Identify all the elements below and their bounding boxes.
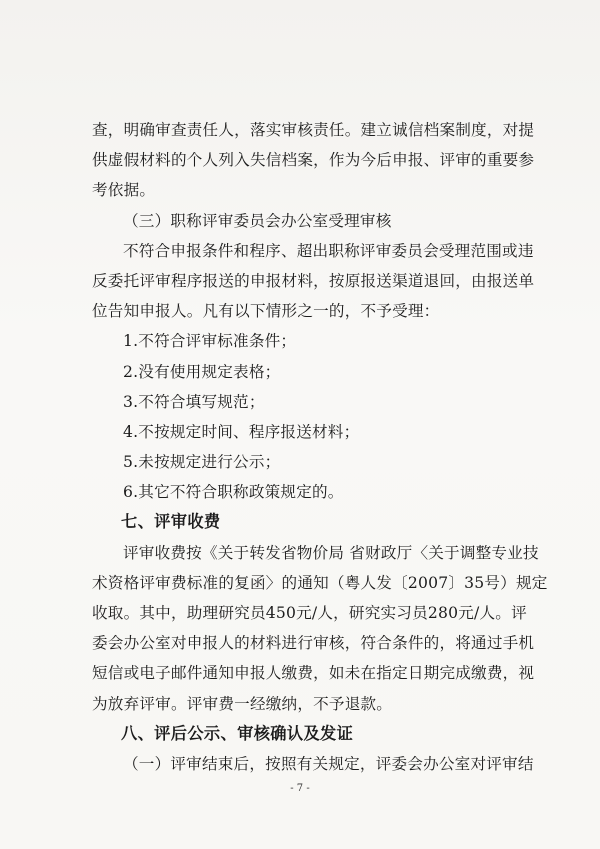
document-body bbox=[92, 115, 548, 779]
body-line: 术资格评审费标准的复函〉的通知（粤人发〔2007〕35号）规定 bbox=[92, 573, 548, 592]
list-item: 3.不符合填写规范； bbox=[123, 392, 265, 411]
list-item: 4.不按规定时间、程序报送材料； bbox=[123, 422, 360, 441]
list-item: 1.不符合评审标准条件； bbox=[123, 332, 297, 351]
body-line: 供虚假材料的个人列入失信档案，作为今后申报、评审的重要参 bbox=[92, 151, 535, 170]
body-line: 考依据。 bbox=[92, 181, 156, 200]
body-line: 收取。其中，助理研究员450元/人，研究实习员280元/人。评 bbox=[92, 604, 527, 622]
body-line: 位告知申报人。凡有以下情形之一的，不予受理： bbox=[92, 302, 440, 321]
body-line: （一）评审结束后，按照有关规定，评委会办公室对评审结 bbox=[123, 754, 534, 773]
body-line: 不符合申报条件和程序、超出职称评审委员会受理范围或违 bbox=[123, 241, 534, 260]
section-heading-publicity: 八、评后公示、审核确认及发证 bbox=[121, 723, 354, 743]
body-line: 评审收费按《关于转发省物价局 省财政厅〈关于调整专业技 bbox=[123, 543, 539, 562]
body-line: 为放弃评审。评审费一经缴纳，不予退款。 bbox=[92, 694, 393, 713]
list-item: 5.未按规定进行公示； bbox=[123, 453, 281, 472]
body-line: 短信或电子邮件通知申报人缴费，如未在指定日期完成缴费，视 bbox=[92, 664, 535, 683]
body-line: 查，明确审查责任人，落实审核责任。建立诚信档案制度，对提 bbox=[92, 121, 535, 139]
subsection-heading: （三）职称评审委员会办公室受理审核 bbox=[123, 211, 392, 230]
body-line: 委会办公室对申报人的材料进行审核，符合条件的，将通过手机 bbox=[92, 634, 535, 653]
list-item: 2.没有使用规定表格； bbox=[123, 362, 281, 381]
body-line: 反委托评审程序报送的申报材料，按原报送渠道退回，由报送单 bbox=[92, 271, 535, 290]
page-number: - 7 - bbox=[290, 783, 310, 794]
section-heading-fees: 七、评审收费 bbox=[121, 512, 221, 532]
list-item: 6.其它不符合职称政策规定的。 bbox=[123, 483, 344, 502]
